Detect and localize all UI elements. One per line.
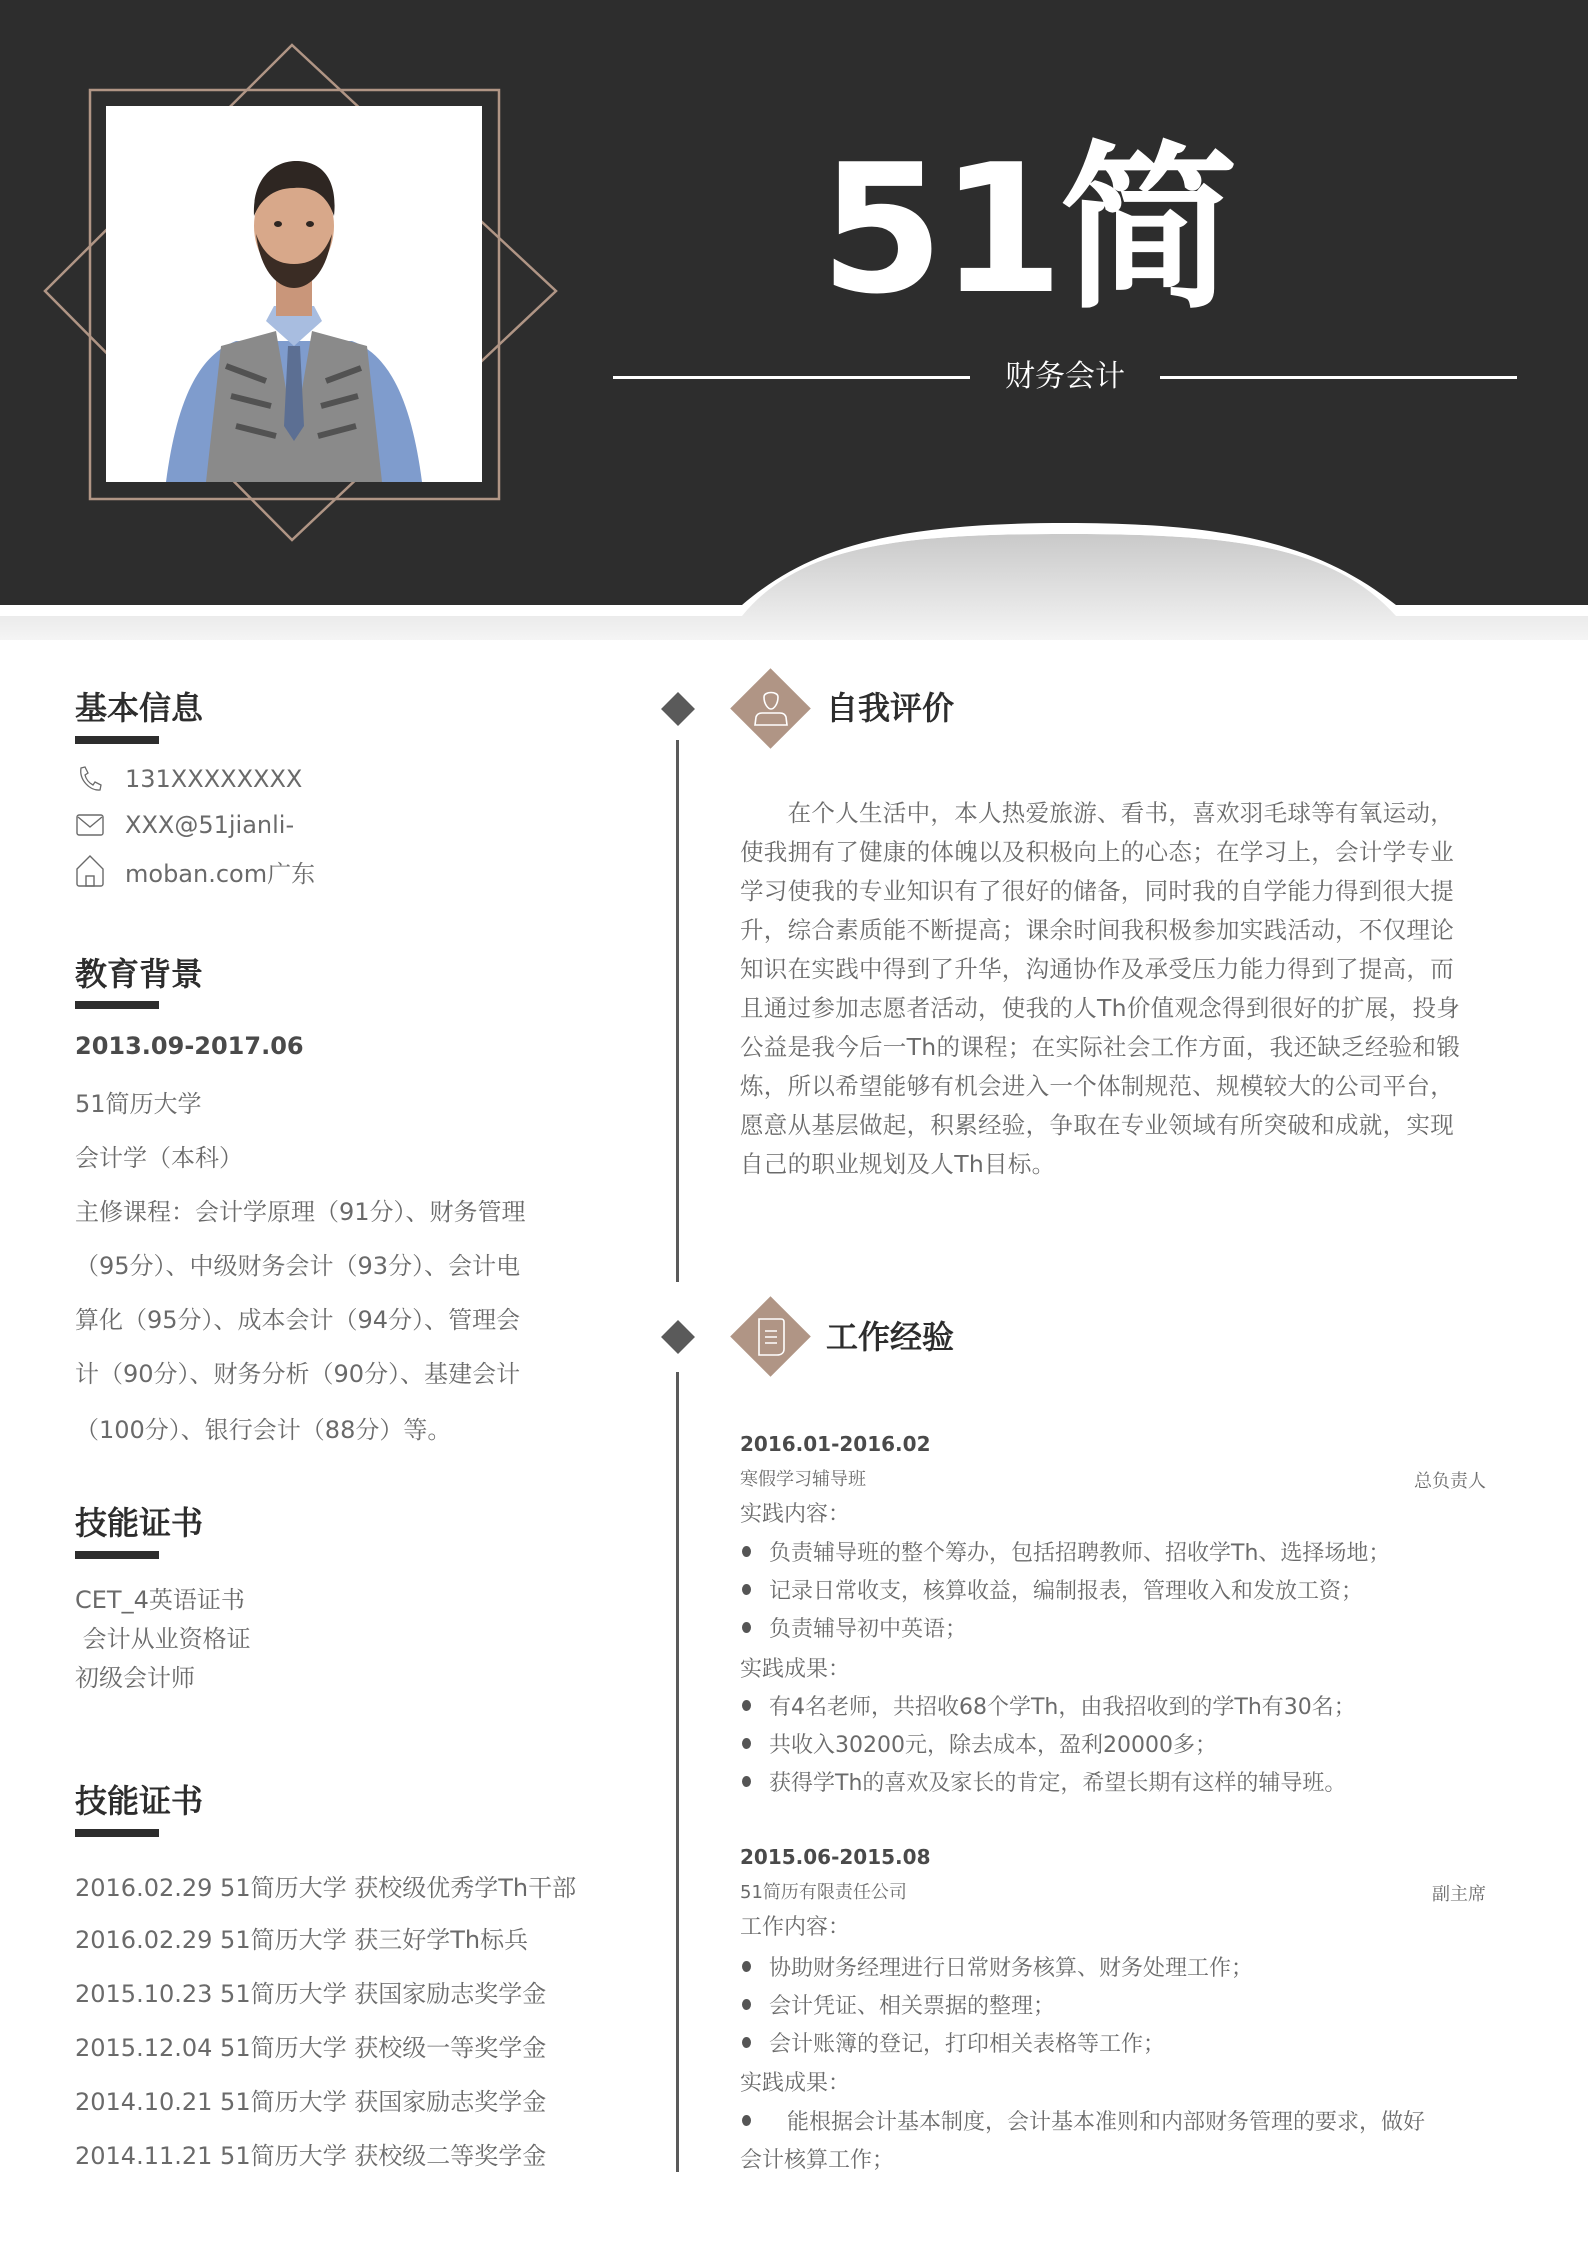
bullet-icon (742, 2037, 751, 2048)
major: 会计学（本科） (75, 1144, 243, 1172)
bullet-icon (742, 1999, 751, 2010)
job-date: 2016.01-2016.02 (740, 1432, 931, 1456)
job-bullet (740, 1951, 1253, 1982)
divider-line (613, 376, 970, 379)
award-item: 2014.11.21 51简历大学 获校级二等奖学金 (75, 2142, 547, 2170)
photo-frame (0, 0, 600, 600)
bullet-continuation: 会计核算工作； (740, 2148, 895, 2173)
award-item: 2015.12.04 51简历大学 获校级一等奖学金 (75, 2034, 547, 2062)
self-eval-line: 使我拥有了健康的体魄以及积极向上的心态；在学习上，会计学专业 (740, 838, 1454, 866)
bullet-text: 共收入30200元，除去成本，盈利20000多； (769, 1733, 1217, 1758)
section-title-work: 工作经验 (826, 1318, 955, 1356)
job-section-label: 实践内容： (740, 1502, 851, 1527)
bullet-icon (742, 1622, 751, 1633)
self-eval-line: 知识在实践中得到了升华，沟通协作及承受压力能力得到了提高，而 (740, 955, 1454, 983)
bullet-icon (742, 1700, 751, 1711)
job-role: 副主席 (1432, 1884, 1486, 1905)
job-title: 财务会计 (1005, 359, 1125, 394)
section-title-education: 教育背景 (75, 955, 204, 993)
phone-icon (75, 764, 105, 794)
bullet-text: 有4名老师，共招收68个学Th，由我招收到的学Th有30名； (769, 1695, 1356, 1720)
job-date: 2015.06-2015.08 (740, 1845, 931, 1869)
courses-line: （100分）、银行会计（88分）等。 (75, 1416, 452, 1444)
address-text: moban.com广东 (125, 859, 316, 888)
contact-phone (75, 762, 302, 796)
bullet-text: 能根据会计基本制度，会计基本准则和内部财务管理的要求，做好 (787, 2110, 1426, 2135)
document-icon (731, 1297, 811, 1377)
job-bullet (740, 1728, 1217, 1759)
brand-title: 51简 (820, 126, 1234, 333)
bullet-icon (742, 1776, 751, 1787)
bullet-text: 会计凭证、相关票据的整理； (769, 1994, 1056, 2019)
job-bullet (740, 2105, 1425, 2136)
award-item: 2014.10.21 51简历大学 获国家励志奖学金 (75, 2088, 547, 2116)
bullet-icon (742, 1961, 751, 1972)
self-eval-line: 愿意从基层做起，积累经验，争取在专业领域有所突破和成就，实现 (740, 1111, 1454, 1139)
job-bullet (740, 1989, 1055, 2020)
portrait-photo-icon (106, 106, 482, 482)
job-bullet (740, 1574, 1363, 1605)
self-eval-line: 升，综合素质能不断提高；课余时间我积极参加实践活动，不仅理论 (740, 916, 1454, 944)
person-icon (731, 669, 811, 749)
education-date: 2013.09-2017.06 (75, 1032, 304, 1060)
school-name: 51简历大学 (75, 1090, 202, 1118)
self-eval-line: 公益是我今后一Th的课程；在实际社会工作方面，我还缺乏经验和锻 (740, 1033, 1461, 1061)
courses-line: （95分）、中级财务会计（93分）、会计电 (75, 1252, 521, 1280)
avatar (106, 106, 482, 482)
contact-email (75, 808, 294, 842)
skill-item: 会计从业资格证 (75, 1625, 251, 1653)
award-item: 2015.10.23 51简历大学 获国家励志奖学金 (75, 1980, 547, 2008)
job-section-label: 实践成果： (740, 2071, 851, 2096)
bullet-icon (742, 2115, 751, 2126)
courses-line: 主修课程：会计学原理（91分）、财务管理 (75, 1198, 526, 1226)
job-section-label: 工作内容： (740, 1915, 851, 1940)
job-bullet (740, 1536, 1390, 1567)
timeline-line (676, 740, 679, 1282)
email-address: XXX@51jianli- (125, 811, 295, 839)
bullet-icon (742, 1546, 751, 1557)
timeline-node (661, 692, 695, 726)
courses-line: 算化（95分）、成本会计（94分）、管理会 (75, 1306, 521, 1334)
section-title-awards: 技能证书 (75, 1782, 204, 1820)
skill-item: CET_4英语证书 (75, 1586, 245, 1614)
bullet-text: 协助财务经理进行日常财务核算、财务处理工作； (769, 1956, 1254, 1981)
bullet-text: 会计账簿的登记，打印相关表格等工作； (769, 2032, 1166, 2057)
job-title-row (613, 355, 1517, 399)
job-role: 总负责人 (1414, 1471, 1486, 1492)
section-underline (75, 1551, 159, 1559)
phone-number: 131XXXXXXXX (125, 765, 303, 793)
job-bullet (740, 2027, 1165, 2058)
bullet-text: 记录日常收支，核算收益，编制报表，管理收入和发放工资； (769, 1579, 1364, 1604)
job-organization: 寒假学习辅导班 (740, 1469, 866, 1490)
bullet-text: 获得学Th的喜欢及家长的肯定，希望长期有这样的辅导班。 (769, 1771, 1347, 1796)
divider-line (1160, 376, 1517, 379)
section-title-skills: 技能证书 (75, 1504, 204, 1542)
job-bullet (740, 1766, 1346, 1797)
bullet-icon (742, 1738, 751, 1749)
courses-line: 计（90分）、财务分析（90分）、基建会计 (75, 1360, 521, 1388)
bullet-icon (742, 1584, 751, 1595)
self-eval-line: 在个人生活中，本人热爱旅游、看书，喜欢羽毛球等有氧运动， (740, 799, 1454, 827)
bullet-text: 负责辅导初中英语； (769, 1617, 968, 1642)
award-item: 2016.02.29 51简历大学 获校级优秀学Th干部 (75, 1874, 577, 1902)
bullet-text: 负责辅导班的整个筹办，包括招聘教师、招收学Th、选择场地； (769, 1541, 1391, 1566)
skill-item: 初级会计师 (75, 1664, 195, 1692)
job-section-label: 实践成果： (740, 1657, 851, 1682)
timeline-node (661, 1320, 695, 1354)
section-underline (75, 1001, 159, 1009)
job-organization: 51简历有限责任公司 (740, 1882, 907, 1903)
self-eval-line: 且通过参加志愿者活动，使我的人Th价值观念得到很好的扩展，投身 (740, 994, 1461, 1022)
header-banner (0, 0, 1588, 640)
self-eval-line: 炼，所以希望能够有机会进入一个体制规范、规模较大的公司平台， (740, 1072, 1454, 1100)
section-underline (75, 1829, 159, 1837)
mail-icon (75, 810, 105, 840)
self-eval-line: 学习使我的专业知识有了很好的储备，同时我的自学能力得到很大提 (740, 877, 1454, 905)
section-title-basic-info: 基本信息 (75, 689, 204, 727)
contact-address (75, 854, 315, 888)
timeline-line (676, 1372, 679, 2172)
home-icon (75, 856, 105, 886)
job-bullet (740, 1690, 1356, 1721)
self-eval-line: 自己的职业规划及人Th目标。 (740, 1150, 1056, 1178)
job-bullet (740, 1612, 967, 1643)
award-item: 2016.02.29 51简历大学 获三好学Th标兵 (75, 1926, 529, 1954)
section-underline (75, 736, 159, 744)
section-title-self-eval: 自我评价 (826, 689, 955, 727)
